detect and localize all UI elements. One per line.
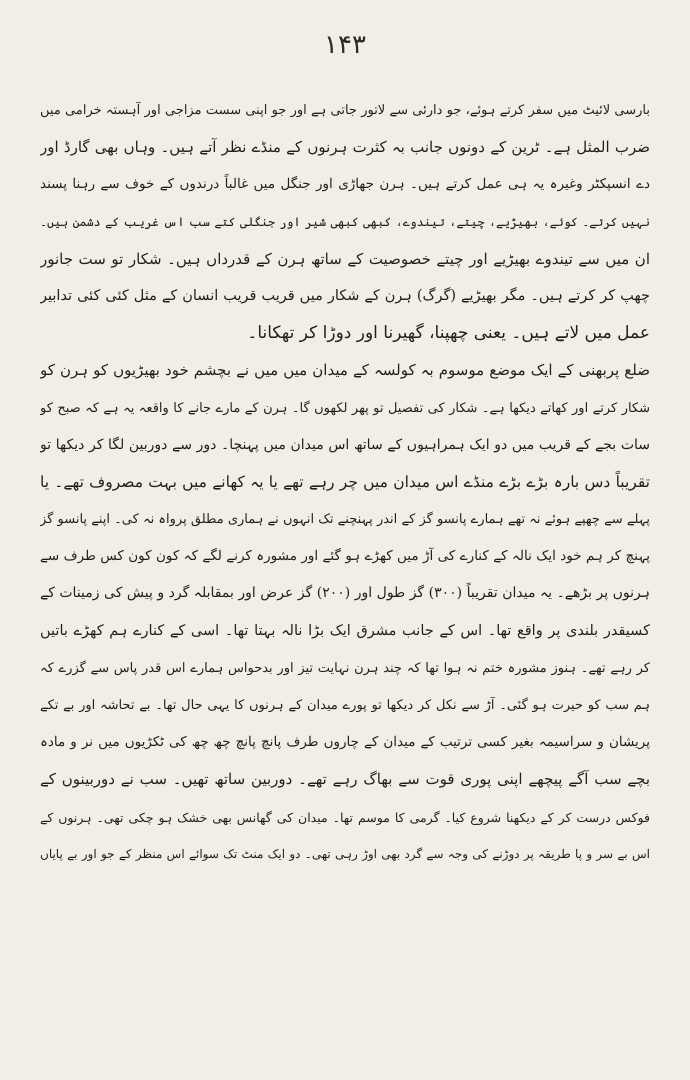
text-line: دے انسپکٹر وغیرہ یہ ہی عمل کرتے ہیں۔ ہرن جھاڑی اور جنگل میں غالباً درندوں کے خوف سے رہنا پسند (40, 176, 650, 193)
text-line: پہنچ کر ہم خود ایک نالہ کے کنارے کی آڑ میں کھڑے ہو گئے اور مشورہ کرنے لگے کہ کون کون کس طرف سے (40, 548, 650, 565)
text-line: کر رہے تھے۔ ہنوز مشورہ ختم نہ ہوا تھا کہ چند ہرن نہایت تیز اور بدحواس ہمارے اس قدر پاس سے گزرے کہ (40, 660, 650, 676)
text-line: عمل میں لاتے ہیں۔ یعنی چھپنا، گھیرنا اور دوڑا کر تھکانا۔ (247, 323, 650, 344)
text-line: نہیں کرتے۔ کوئے، بھیڑیے، چیتے، تیندوے، کبھی کبھی شیر اور جنگلی کتے سب اس غریب کے دشمن ہیں۔ (40, 214, 650, 229)
page-number: ۱۴۳ (324, 30, 366, 60)
text-line: شکار کرتے اور کھاتے دیکھا ہے۔ شکار کی تفصیل تو پھر لکھوں گا۔ ہرن کے مارے جانے کا واقعہ یہ ہے کہ صبح کو (40, 400, 650, 416)
text-line: ضرب المثل ہے۔ ٹرین کے دونوں جانب بہ کثرت ہرنوں کے منڈے نظر آتے ہیں۔ وہاں بھی گارڈ اور (40, 138, 650, 157)
text-line: ہرنوں پر بڑھے۔ یہ میدان تقریباً (۳۰۰) گز طول اور (۲۰۰) گز عرض اور بمقابلہ گرد و پیش کی زمینات کے (40, 585, 650, 602)
text-line: پریشان و سراسیمہ بغیر کسی ترتیب کے میدان کے چاروں طرف پانچ پانچ چھ چھ کی ٹکڑیوں میں نر و مادہ (40, 734, 650, 751)
text-line: ضلع پربھنی کے ایک موضع موسوم بہ کولسہ کے میدان میں میں نے بچشم خود بھیڑیوں کو ہرن کو (40, 361, 650, 380)
text-line: بارسی لائیٹ میں سفر کرتے ہوئے، جو دارئی سے لاتور جاتی ہے اور جو اپنی سست مزاجی اور آہستہ خرامی میں (40, 103, 650, 118)
body-text (40, 92, 650, 873)
text-line: تقریباً دس بارہ بڑے بڑے منڈے اس میدان میں چر رہے تھے یا یہ کھانے میں بہت مصروف تھے۔ یا (40, 472, 650, 491)
text-line: اس بے سر و پا طریقہ پر دوڑنے کی وجہ سے گرد بھی اوڑ رہی تھی۔ دو ایک منٹ تک سوائے اس منظر کے جو اور بے پایاں (40, 846, 650, 861)
text-line: چھپ کر کرتے ہیں۔ مگر بھیڑیے (گرگ) ہرن کے شکار میں قریب قریب انسان کے مثل کئی کئی تدابیر (40, 287, 650, 304)
text-line: فوکس درست کر کے دیکھنا شروع کیا۔ گرمی کا موسم تھا۔ میدان کی گھانس بھی خشک ہو چکی تھی۔ ہرنوں کے (40, 809, 650, 825)
text-line: سات بجے کے قریب میں دو ایک ہمراہیوں کے ساتھ اس میدان میں پہنچا۔ دور سے دوربین لگا کر دیکھا تو (40, 436, 650, 453)
text-line: ان میں سے تیندوے بھیڑیے اور چیتے خصوصیت کے ساتھ ہرن کے قدرداں ہیں۔ شکار تو ست جانور (40, 249, 650, 268)
text-line: پہلے سے چھپے ہوئے نہ تھے ہمارے پانسو گز کے اندر پہنچنے تک انہوں نے ہماری مطلق پرواہ نہ کی۔ اپنے پانسو گز (40, 512, 650, 528)
text-line: کسیقدر بلندی پر واقع تھا۔ اس کے جانب مشرق ایک بڑا نالہ بہتا تھا۔ اسی کے کنارے ہم کھڑے باتیں (40, 622, 650, 639)
text-line: ہم سب کو حیرت ہو گئی۔ آڑ سے نکل کر دیکھا تو پورے میدان کے ہرنوں کا یہی حال تھا۔ بے تحاشہ اور بے تکے (40, 698, 650, 713)
text-line: بچے سب آگے پیچھے اپنی پوری قوت سے بھاگ رہے تھے۔ دوربین ساتھ تھیں۔ سب نے دوربینوں کے (40, 770, 650, 789)
